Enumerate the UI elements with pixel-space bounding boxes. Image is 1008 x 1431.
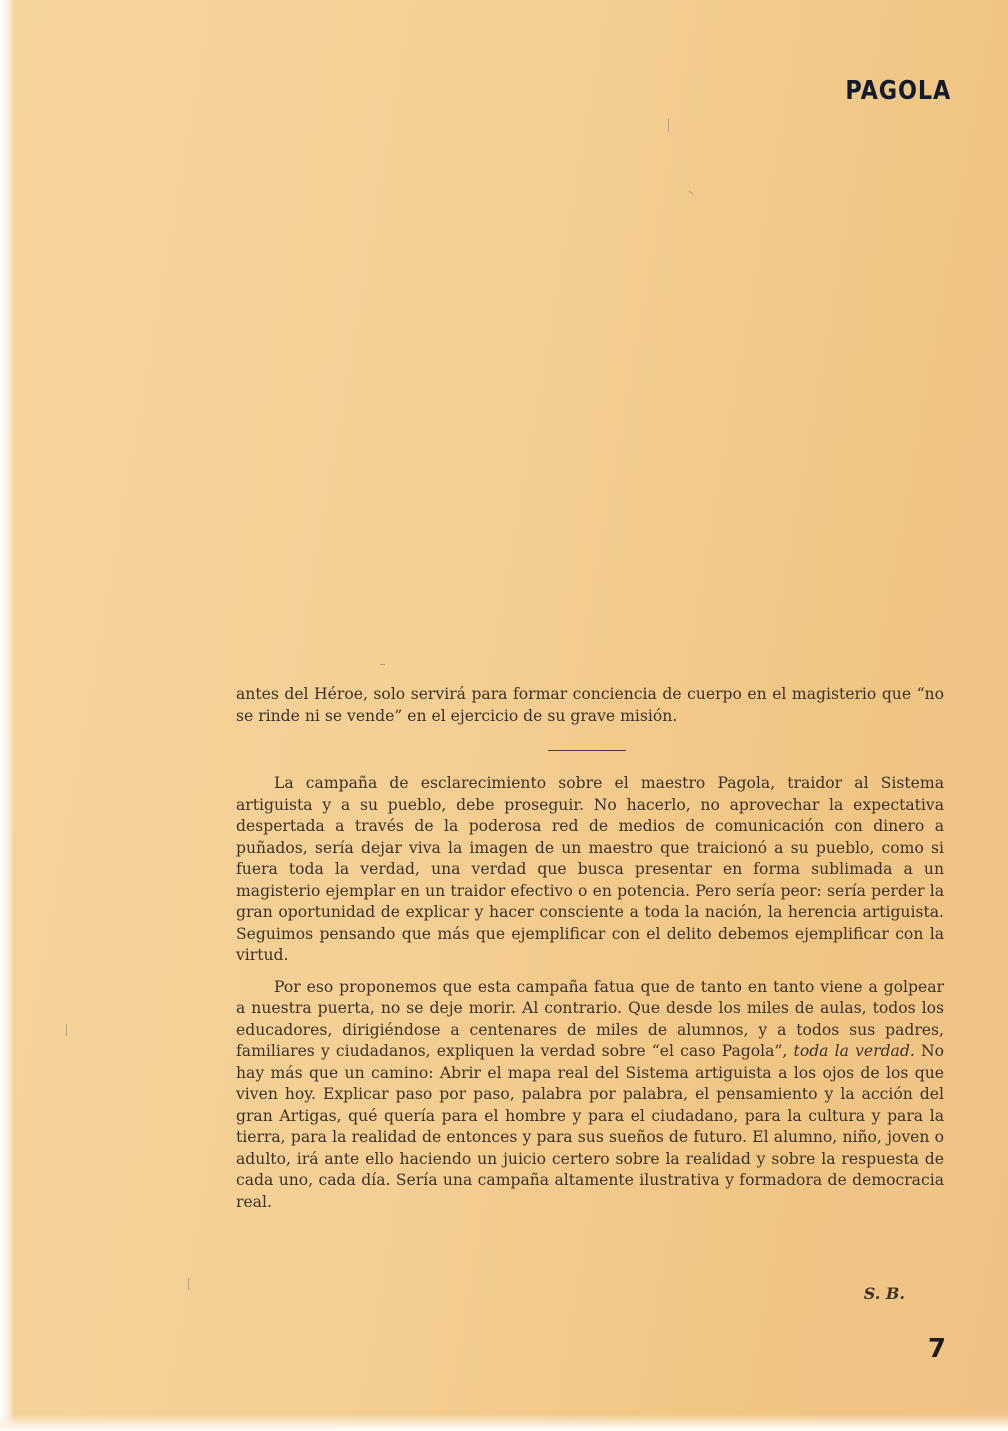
emphasis-text: toda la verdad. — [793, 1042, 915, 1060]
page-edge-bottom — [0, 1414, 1008, 1431]
intro-text: antes del Héroe, solo servirá para formar conciencia de cuerpo en el magisterio que “no se rinde ni se vende” en el ejercicio de su grave misión. — [236, 685, 944, 725]
paragraph-2 — [236, 977, 944, 1214]
paper-speck — [380, 664, 385, 665]
paragraph-1: La campaña de esclarecimiento sobre el maestro Pagola, traidor al Sistema artiguista y a su pueblo, debe proseguir. No hacerlo, no aprovechar la expectativa despertada a través de la poderosa red de medios de comunicación con dinero a puñados, sería dejar viva la imagen de un maestro que traicionó a su pueblo, como si fuera toda la verdad, una verdad que busca presentar en forma sublimada a un magisterio ejemplar en un traidor efectivo o en potencia. Pero sería peor: sería perder la gran oportunidad de explicar y hacer consciente a toda la nación, la herencia artiguista. Seguimos pensando que más que ejemplificar con el delito debemos ejemplificar con la virtud. — [236, 774, 944, 964]
paper-speck — [66, 1024, 67, 1036]
running-title: PAGOLA — [845, 76, 952, 106]
author-signature: S. B. — [863, 1284, 905, 1303]
paragraph-2-end: No hay más que un camino: Abrir el mapa real del Sistema artiguista a los ojos de los que viven hoy. Explicar paso por paso, palabra por palabra, el pensamiento y la acción del gran Artigas, qué quería para el hombre y para el ciudadano, para la cultura y para la tierra, para la realidad de entonces y para sus sueños de futuro. El alumno, niño, joven o adulto, irá ante ello haciendo un juicio certero sobre la realidad y sobre la respuesta de cada uno, cada día. Sería una campaña altamente ilustrativa y formadora de democracia real. — [236, 1042, 944, 1211]
article-body — [236, 773, 944, 1213]
page-edge — [0, 0, 14, 1431]
paragraph-2-start: Por eso proponemos que esta campaña fatua que de tanto en tanto viene a golpear a nuestra puerta, no se deje morir. Al contrario. Que desde los miles de aulas, todos los educadores, dirigiéndose a centenares de miles de alumnos, y a todos sus padres, familiares y ciudadanos, expliquen la verdad sobre “el caso Pagola”, — [236, 977, 944, 1060]
paper-speck — [668, 118, 669, 132]
page-number: 7 — [927, 1334, 946, 1364]
paper-speck — [688, 190, 693, 195]
section-divider — [548, 750, 626, 751]
paper-speck — [188, 1278, 189, 1290]
